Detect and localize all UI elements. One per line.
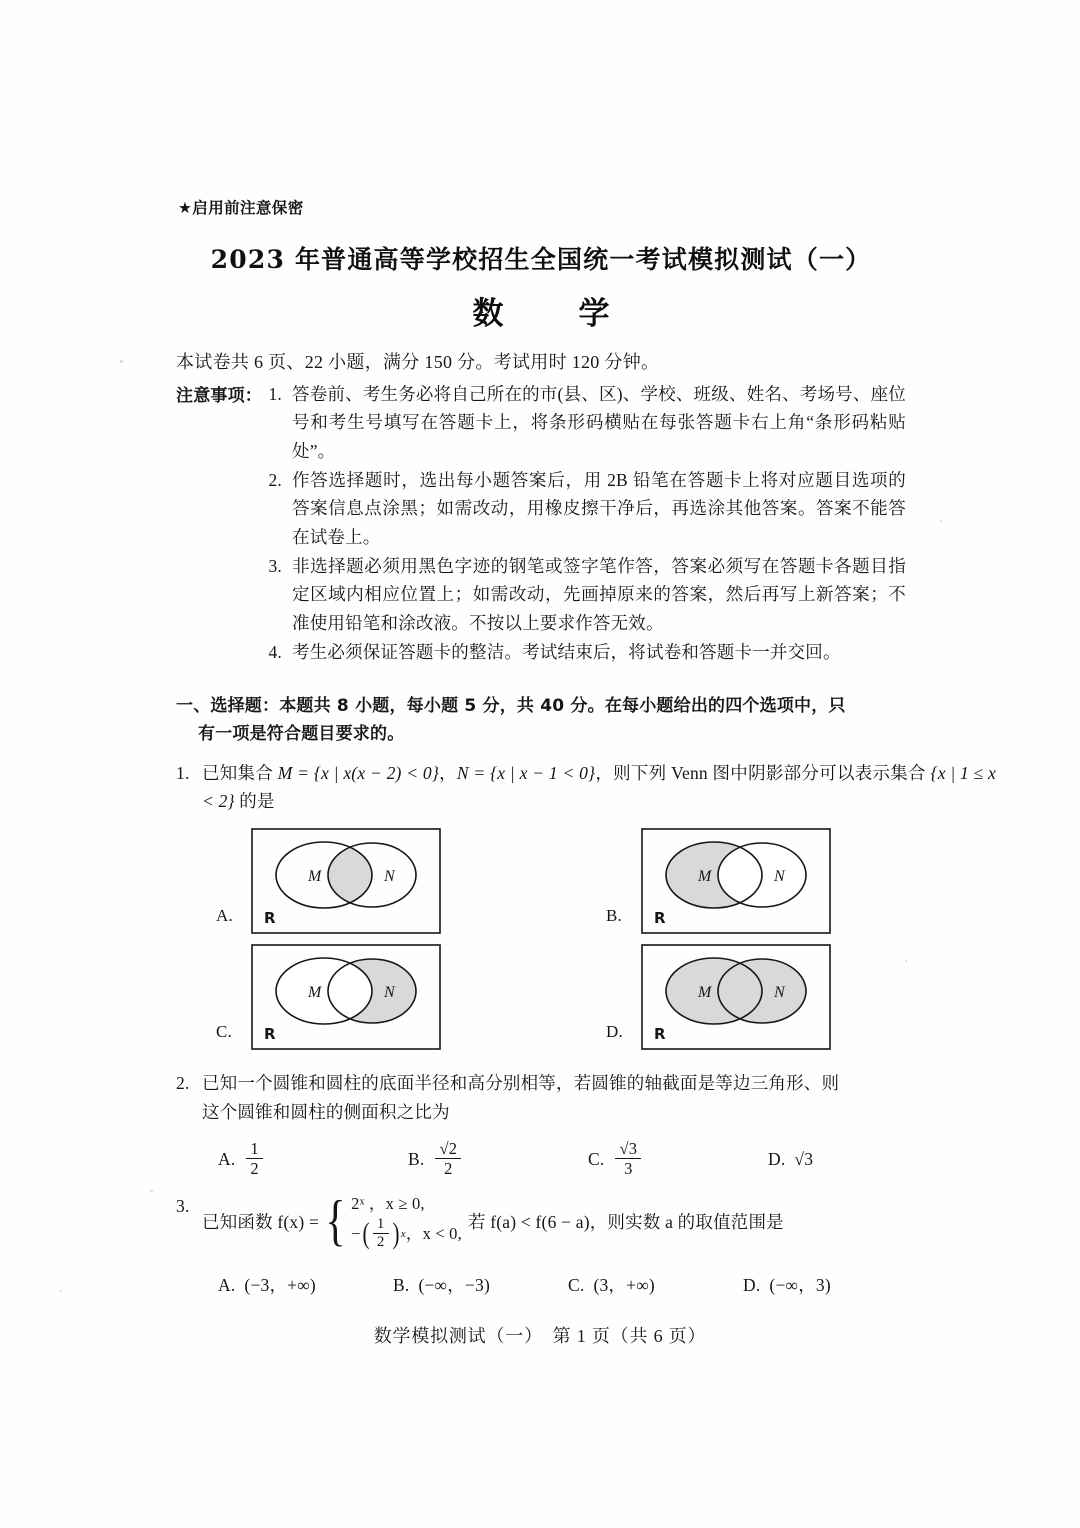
scan-speckle xyxy=(940,520,942,522)
q2-b-numerator: √2 xyxy=(435,1140,461,1159)
venn-a-label-n: N xyxy=(384,868,395,886)
question-3-number: 3. xyxy=(176,1195,190,1216)
section-heading xyxy=(176,693,906,748)
q2-c-numerator: √3 xyxy=(615,1140,641,1159)
scan-speckle xyxy=(60,1290,62,1292)
question-3-expression xyxy=(202,1192,906,1252)
scan-speckle xyxy=(150,1190,153,1192)
q1-target-set: {x | 1 ≤ x < 2} xyxy=(202,762,997,811)
venn-c-label-m: M xyxy=(308,984,322,1002)
page-content xyxy=(176,196,997,1300)
notice-item xyxy=(262,552,906,637)
q2-option-c[interactable] xyxy=(588,1140,768,1178)
question-1-number: 1. xyxy=(176,762,190,783)
venn-diagram-a xyxy=(250,827,442,935)
q3-open-paren: ( xyxy=(362,1217,370,1251)
question-1-text xyxy=(202,759,996,816)
venn-a-label-m: M xyxy=(308,868,322,886)
q3-option-a-label: A. xyxy=(218,1275,236,1296)
question-2-line1: 已知一个圆锥和圆柱的底面半径和高分别相等，若圆锥的轴截面是等边三角形、则 xyxy=(202,1073,840,1094)
venn-c-label-n: N xyxy=(384,984,395,1002)
q3-option-c-label: C. xyxy=(568,1275,585,1296)
q3-close-paren: ) xyxy=(392,1217,400,1251)
q1-tail1: ，则下列 Venn 图中阴影部分可 xyxy=(595,762,837,783)
q3-case2-tail: ，x < 0, xyxy=(405,1223,462,1243)
q3-option-a[interactable] xyxy=(218,1271,393,1299)
notice-number: 2. xyxy=(268,470,282,491)
q2-option-a[interactable] xyxy=(218,1140,408,1178)
subject-title: 数 学 xyxy=(472,296,632,332)
venn-d-label-n: N xyxy=(774,984,785,1002)
venn-option-c-label: C. xyxy=(216,1021,232,1041)
q1-set-m: M = {x | x(x − 2) < 0} xyxy=(277,762,440,783)
q2-option-d-label: D. xyxy=(768,1148,786,1169)
exam-intro-line: 本试卷共 6 页、22 小题，满分 150 分。考试用时 120 分钟。 xyxy=(176,352,660,372)
question-1-venn-options xyxy=(216,827,996,1051)
q1-lead: 已知集合 xyxy=(202,762,278,783)
venn-option-d[interactable] xyxy=(606,943,996,1051)
q3-case2-lead: − xyxy=(351,1223,361,1243)
question-2 xyxy=(176,1069,906,1178)
q3-case2-denominator: 2 xyxy=(376,1234,385,1251)
q3-option-b-value: (−∞，−3) xyxy=(418,1275,490,1296)
notices-block xyxy=(176,380,906,667)
question-2-options xyxy=(218,1140,906,1178)
venn-diagram-d xyxy=(640,943,832,1051)
q2-a-numerator: 1 xyxy=(246,1140,262,1159)
notices-list xyxy=(262,380,906,667)
venn-a-universe: R xyxy=(264,909,276,928)
q1-set-n: N = {x | x − 1 < 0} xyxy=(456,762,596,783)
venn-option-a[interactable] xyxy=(216,827,606,935)
venn-b-universe: R xyxy=(654,909,666,928)
venn-d-label-m: M xyxy=(698,984,712,1002)
q3-option-d-value: (−∞，3) xyxy=(769,1275,831,1296)
q3-option-c[interactable] xyxy=(568,1271,743,1299)
q3-suffix: 若 f(a) < f(6 − a)，则实数 a 的取值范围是 xyxy=(467,1211,784,1232)
q3-case2-fraction xyxy=(373,1217,389,1252)
venn-option-b[interactable] xyxy=(606,827,996,935)
q2-b-denominator: 2 xyxy=(444,1159,453,1179)
q2-option-b[interactable] xyxy=(408,1140,588,1178)
notice-item xyxy=(262,466,906,551)
q3-option-c-value: (3，+∞) xyxy=(593,1275,655,1296)
q3-prefix: 已知函数 f(x) = xyxy=(202,1211,320,1232)
section-heading-line2: 有一项是符合题目要求的。 xyxy=(198,723,405,744)
notice-item xyxy=(262,380,906,465)
notices-label: 注意事项： xyxy=(176,386,262,406)
q2-option-c-value xyxy=(615,1140,641,1178)
venn-c-universe: R xyxy=(264,1025,276,1044)
q1-line2-lead: 以表示集合 xyxy=(836,762,931,783)
q2-c-denominator: 3 xyxy=(624,1159,633,1179)
q3-option-b[interactable] xyxy=(393,1271,568,1299)
notice-text: 考生必须保证答题卡的整洁。考试结束后，将试卷和答题卡一并交回。 xyxy=(292,642,841,663)
q3-case2-exponent: x xyxy=(400,1227,406,1240)
page-title: 2023 年普通高等学校招生全国统一考试模拟测试（一） xyxy=(210,245,872,274)
venn-option-a-label: A. xyxy=(216,905,233,925)
notice-number: 3. xyxy=(268,556,282,577)
venn-diagram-b xyxy=(640,827,832,935)
confidential-notice: ★启用前注意保密 xyxy=(178,199,304,217)
venn-d-universe: R xyxy=(654,1025,666,1044)
piecewise-case-1: 2ˣ ，x ≥ 0, xyxy=(351,1193,425,1213)
notice-text: 非选择题必须用黑色字迹的钢笔或签字笔作答，答案必须写在答题卡各题目指定区域内相应位置上；如需改动，先画掉原来的答案，然后再写上新答案；不准使用铅笔和涂改液。不按以上要求作答无效。 xyxy=(292,556,906,633)
venn-option-c[interactable] xyxy=(216,943,606,1051)
q3-option-d[interactable] xyxy=(743,1271,831,1299)
venn-diagram-c xyxy=(250,943,442,1051)
notice-text: 答卷前、考生务必将自己所在的市(县、区)、学校、班级、姓名、考场号、座位号和考生号填写在答题卡上，将条形码横贴在每张答题卡右上角“条形码粘贴处”。 xyxy=(292,384,906,461)
q3-case2-numerator: 1 xyxy=(373,1217,389,1235)
q3-option-d-label: D. xyxy=(743,1275,761,1296)
q3-option-a-value: (−3，+∞) xyxy=(244,1275,316,1296)
q2-option-a-label: A. xyxy=(218,1148,236,1169)
q2-option-b-value xyxy=(435,1140,461,1178)
q2-option-b-label: B. xyxy=(408,1148,425,1169)
q2-option-a-value xyxy=(246,1140,262,1178)
q1-line2-tail: 的是 xyxy=(234,790,275,811)
scan-speckle xyxy=(120,360,123,363)
q3-option-b-label: B. xyxy=(393,1275,410,1296)
notice-number: 1. xyxy=(268,384,282,404)
page-footer: 数学模拟测试（一） 第 1 页（共 6 页） xyxy=(373,1326,707,1346)
section-heading-line1: 一、选择题：本题共 8 小题，每小题 5 分，共 40 分。在每小题给出的四个选项中，只 xyxy=(176,696,846,717)
venn-b-label-m: M xyxy=(698,868,712,886)
notice-number: 4. xyxy=(268,642,282,663)
q2-option-d[interactable] xyxy=(768,1145,813,1173)
q2-a-denominator: 2 xyxy=(250,1159,259,1179)
venn-b-label-n: N xyxy=(774,868,785,886)
piecewise-brace-icon: { xyxy=(325,1190,346,1253)
q1-sep1: ， xyxy=(439,762,457,783)
question-3-options xyxy=(218,1271,906,1299)
question-2-number: 2. xyxy=(176,1073,190,1094)
question-3 xyxy=(176,1192,906,1300)
question-2-line2: 这个圆锥和圆柱的侧面积之比为 xyxy=(202,1101,450,1122)
q2-option-c-label: C. xyxy=(588,1148,605,1169)
venn-option-d-label: D. xyxy=(606,1021,623,1041)
piecewise-cases xyxy=(351,1192,462,1252)
notice-text: 作答选择题时，选出每小题答案后，用 2B 铅笔在答题卡上将对应题目选项的答案信息点涂黑；如需改动，用橡皮擦干净后，再选涂其他答案。答案不能答在试卷上。 xyxy=(292,470,906,547)
venn-option-b-label: B. xyxy=(606,905,622,925)
notice-item xyxy=(262,638,906,666)
piecewise-case-2 xyxy=(351,1217,462,1252)
q2-option-d-value: √3 xyxy=(794,1148,814,1169)
question-1 xyxy=(176,759,997,1060)
